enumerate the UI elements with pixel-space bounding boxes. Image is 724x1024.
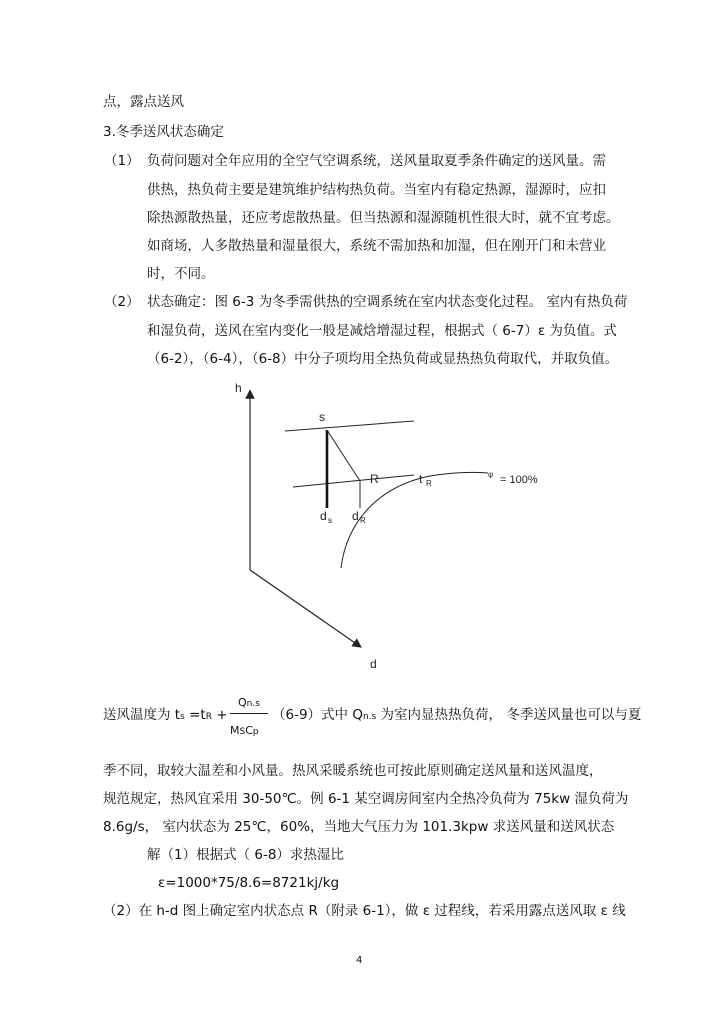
point-R-label: R bbox=[370, 472, 379, 486]
formula-sub-R: R bbox=[205, 712, 212, 722]
paragraph-2-line-1: 状态确定：图 6-3 为冬季需供热的空调系统在室内状态变化过程。 室内有热负荷 bbox=[147, 294, 628, 310]
paragraph-1-line-1: 负荷问题对全年应用的全空气空调系统，送风量取夏季条件确定的送风量。需 bbox=[147, 153, 606, 169]
denominator-sub-p: p bbox=[252, 727, 259, 737]
paragraph-1-line-5: 时，不同。 bbox=[147, 266, 215, 282]
text-line-after-3: 8.6g/s， 室内状态为 25℃，60%，当地大气压力为 101.3kpw 求送风量和送风状态 bbox=[103, 819, 615, 835]
formula-plus: + bbox=[211, 707, 228, 723]
numerator-Q: Q bbox=[238, 696, 247, 709]
dR-label: d bbox=[352, 509, 359, 523]
process-line-s-R bbox=[327, 430, 360, 481]
formula-eq: =t bbox=[184, 707, 206, 723]
text-line-after-2: 规范规定，热风宜采用 30-50℃。例 6-1 某空调房间室内全热冷负荷为 75kw 湿负荷为 bbox=[103, 791, 629, 807]
step-2-line: （2）在 h-d 图上确定室内状态点 R（附录 6-1），做 ε 过程线，若采用露点送风取 ε 线 bbox=[103, 903, 626, 919]
page-number: 4 bbox=[356, 955, 363, 966]
formula-prefix: 送风温度为 t bbox=[103, 707, 181, 723]
denominator-C: C bbox=[245, 724, 253, 737]
numerator-sub: n.s bbox=[246, 699, 260, 709]
formula-explanation-sub: n.s bbox=[362, 712, 377, 722]
phi-symbol: φ bbox=[488, 470, 494, 479]
denominator-M: M bbox=[230, 724, 240, 737]
formula-explanation bbox=[272, 706, 641, 726]
item-number-1: （1） bbox=[104, 153, 140, 169]
formula-line bbox=[103, 706, 228, 726]
epsilon-equation: ε=1000*75/8.6=8721kj/kg bbox=[158, 875, 340, 891]
fraction-denominator bbox=[230, 724, 259, 739]
paragraph-2-line-3: （6-2），（6-4），（6-8）中分子项均用全热负荷或显热热负荷取代，并取负值。 bbox=[147, 351, 619, 367]
item-number-2: （2） bbox=[104, 294, 140, 310]
fraction-bar bbox=[230, 713, 268, 714]
formula-eq-number: （6-9）式中 Q bbox=[272, 707, 363, 723]
tR-label: t bbox=[419, 472, 423, 486]
text-line-dew-point: 点，露点送风 bbox=[103, 94, 184, 110]
ds-label: d bbox=[320, 509, 327, 523]
phi-100-label: = 100% bbox=[500, 474, 538, 486]
paragraph-2-line-2: 和湿负荷，送风在室内变化一般是减焓增湿过程，根据式（ 6-7）ε 为负值。式 bbox=[147, 323, 617, 339]
formula-sub-s: s bbox=[180, 712, 185, 722]
denominator-sub-s: S bbox=[239, 727, 246, 737]
solution-line: 解（1）根据式（ 6-8）求热湿比 bbox=[147, 847, 344, 863]
point-s-label: s bbox=[319, 410, 325, 424]
fraction-numerator bbox=[238, 696, 260, 711]
text-line-after-1: 季不同，取较大温差和小风量。热风采暖系统也可按此原则确定送风量和送风温度， bbox=[103, 763, 603, 779]
paragraph-1-line-3: 除热源散热量，还应考虑散热量。但当热源和湿源随机性很大时，就不宜考虑。 bbox=[147, 210, 620, 226]
paragraph-1-line-4: 如商场，人多散热量和湿量很大，系统不需加热和加湿，但在刚开门和未营业 bbox=[147, 238, 606, 254]
paragraph-1-line-2: 供热，热负荷主要是建筑维护结构热负荷。当室内有稳定热源，湿源时，应扣 bbox=[147, 182, 606, 198]
section-heading-winter-supply: 3.冬季送风状态确定 bbox=[103, 124, 224, 140]
d-axis-label: d bbox=[370, 657, 377, 671]
dR-subscript: R bbox=[360, 516, 366, 525]
enthalpy-line-s bbox=[285, 421, 414, 431]
tR-subscript: R bbox=[426, 479, 432, 488]
formula-explanation-tail: 为室内显热热负荷， 冬季送风量也可以与夏 bbox=[376, 707, 642, 723]
d-axis bbox=[250, 570, 358, 645]
enthalpy-line-R bbox=[293, 475, 414, 487]
h-axis-label: h bbox=[235, 381, 242, 395]
ds-subscript: s bbox=[328, 516, 332, 525]
